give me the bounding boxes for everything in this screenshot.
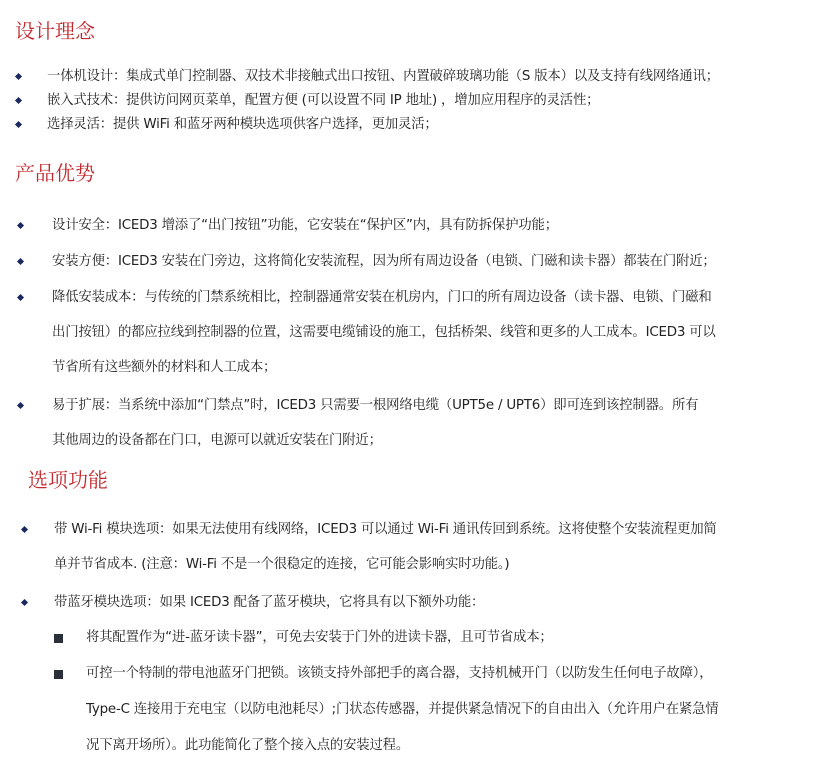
diamond-bullet-icon bbox=[17, 294, 24, 301]
list-item: 降低安装成本：与传统的门禁系统相比，控制器通常安装在机房内，门口的所有周边设备（读卡器、电锁、门磁和 bbox=[0, 288, 834, 308]
list-item: 易于扩展：当系统中添加“门禁点”时，ICED3 只需要一根网络电缆（UPT5e / UPT6）即可连到该控制器。所有 bbox=[0, 396, 834, 416]
diamond-bullet-icon bbox=[17, 258, 24, 265]
heading-design-concept: 设计理念 bbox=[15, 19, 95, 43]
list-item: 嵌入式技术：提供访问网页菜单，配置方便 (可以设置不同 IP 地址) ，增加应用程序的灵活性； bbox=[0, 91, 834, 111]
sub-list-item-continuation: Type-C 连接用于充电宝（以防电池耗尽）;门状态传感器，并提供紧急情况下的自由出入（允许用户在紧急情 bbox=[86, 702, 719, 717]
list-item: 安装方便：ICED3 安装在门旁边，这将简化安装流程，因为所有周边设备（电锁、门磁和读卡器）都装在门附近； bbox=[0, 252, 834, 272]
list-item-continuation: 出门按钮）的都应拉线到控制器的位置，这需要电缆铺设的施工，包括桥架、线管和更多的人工成本。ICED3 可以 bbox=[52, 325, 716, 340]
sub-list-item: 可控一个特制的带电池蓝牙门把锁。该锁支持外部把手的离合器，支持机械开门（以防发生任何电子故障）， bbox=[0, 664, 834, 684]
diamond-bullet-icon bbox=[15, 121, 22, 128]
heading-optional-features: 选项功能 bbox=[28, 468, 108, 492]
heading-product-advantages: 产品优势 bbox=[15, 161, 95, 185]
diamond-bullet-icon bbox=[17, 402, 24, 409]
sub-list-item-continuation: 况下离开场所）。此功能简化了整个接入点的安装过程。 bbox=[86, 738, 410, 753]
diamond-bullet-icon bbox=[17, 222, 24, 229]
square-bullet-icon bbox=[54, 634, 63, 643]
diamond-bullet-icon bbox=[15, 97, 22, 104]
sub-list-item: 将其配置作为“进-蓝牙读卡器”，可免去安装于门外的进读卡器，且可节省成本； bbox=[0, 628, 834, 648]
diamond-bullet-icon bbox=[15, 73, 22, 80]
list-item: 带蓝牙模块选项：如果 ICED3 配备了蓝牙模块，它将具有以下额外功能： bbox=[0, 593, 834, 613]
diamond-bullet-icon bbox=[21, 526, 28, 533]
square-bullet-icon bbox=[54, 670, 63, 679]
list-item-continuation: 其他周边的设备都在门口，电源可以就近安装在门附近； bbox=[52, 433, 382, 448]
diamond-bullet-icon bbox=[21, 599, 28, 606]
list-item-continuation: 单并节省成本. (注意：Wi-Fi 不是一个很稳定的连接，它可能会影响实时功能。) bbox=[54, 557, 510, 572]
list-item: 选择灵活：提供 WiFi 和蓝牙两种模块选项供客户选择，更加灵活； bbox=[0, 115, 834, 135]
list-item: 带 Wi-Fi 模块选项：如果无法使用有线网络，ICED3 可以通过 Wi-Fi 通讯传回到系统。这将使整个安装流程更加简 bbox=[0, 520, 834, 540]
list-item: 设计安全：ICED3 增添了“出门按钮”功能，它安装在“保护区”内，具有防拆保护功能； bbox=[0, 216, 834, 236]
list-item-continuation: 节省所有这些额外的材料和人工成本； bbox=[52, 360, 277, 375]
list-item: 一体机设计：集成式单门控制器、双技术非接触式出口按钮、内置破碎玻璃功能（S 版本）以及支持有线网络通讯； bbox=[0, 67, 834, 87]
